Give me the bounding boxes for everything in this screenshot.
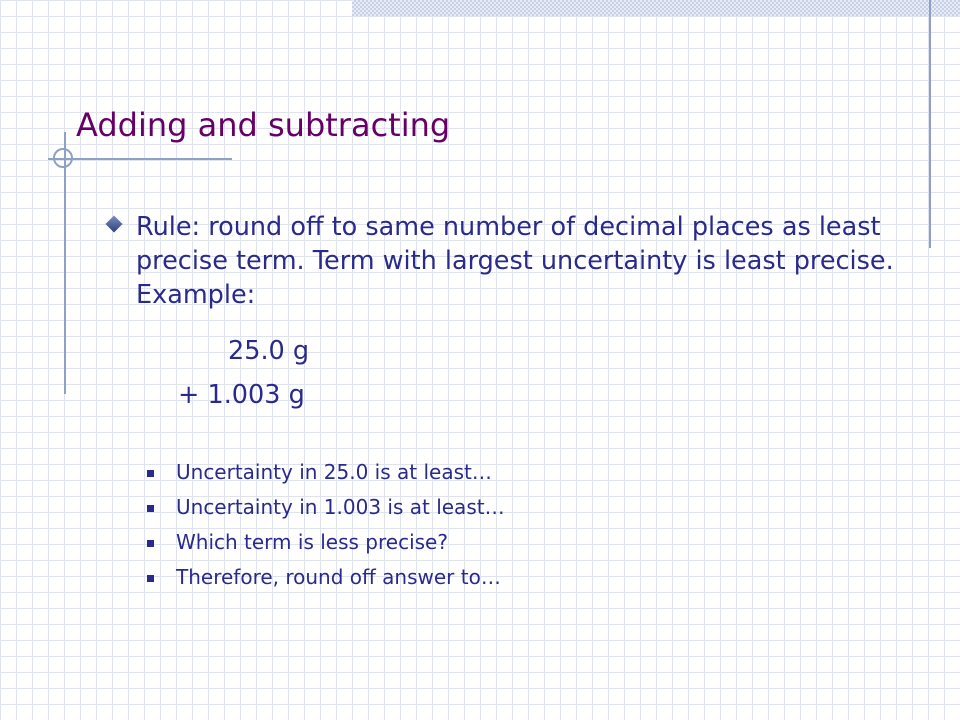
sub-bullet-item bbox=[147, 530, 505, 565]
sub-bullet-item bbox=[147, 495, 505, 530]
sub-bullet-text: Uncertainty in 1.003 is at least… bbox=[176, 495, 505, 519]
calculation-line-1: 25.0 g bbox=[228, 336, 310, 366]
sub-bullet-item bbox=[147, 460, 505, 495]
square-bullet-icon bbox=[147, 505, 154, 512]
diamond-icon bbox=[106, 216, 123, 233]
square-bullet-icon bbox=[147, 470, 154, 477]
sub-bullet-list bbox=[147, 460, 505, 600]
decorative-circle bbox=[53, 148, 73, 168]
decorative-right-line bbox=[929, 0, 931, 248]
rule-text: Rule: round off to same number of decimal places as least precise term. Term with largest uncertainty is least precise. Example: bbox=[136, 212, 894, 310]
calculation-line-2: + 1.003 g bbox=[178, 380, 305, 410]
decorative-corner-band bbox=[352, 0, 960, 16]
slide-title: Adding and subtracting bbox=[76, 106, 451, 144]
square-bullet-icon bbox=[147, 575, 154, 582]
sub-bullet-item bbox=[147, 565, 505, 600]
square-bullet-icon bbox=[147, 540, 154, 547]
sub-bullet-text: Uncertainty in 25.0 is at least… bbox=[176, 460, 492, 484]
sub-bullet-text: Therefore, round off answer to… bbox=[176, 565, 501, 589]
decorative-title-line bbox=[48, 158, 232, 160]
main-bullet bbox=[106, 210, 906, 312]
sub-bullet-text: Which term is less precise? bbox=[176, 530, 448, 554]
decorative-left-line bbox=[64, 132, 66, 394]
